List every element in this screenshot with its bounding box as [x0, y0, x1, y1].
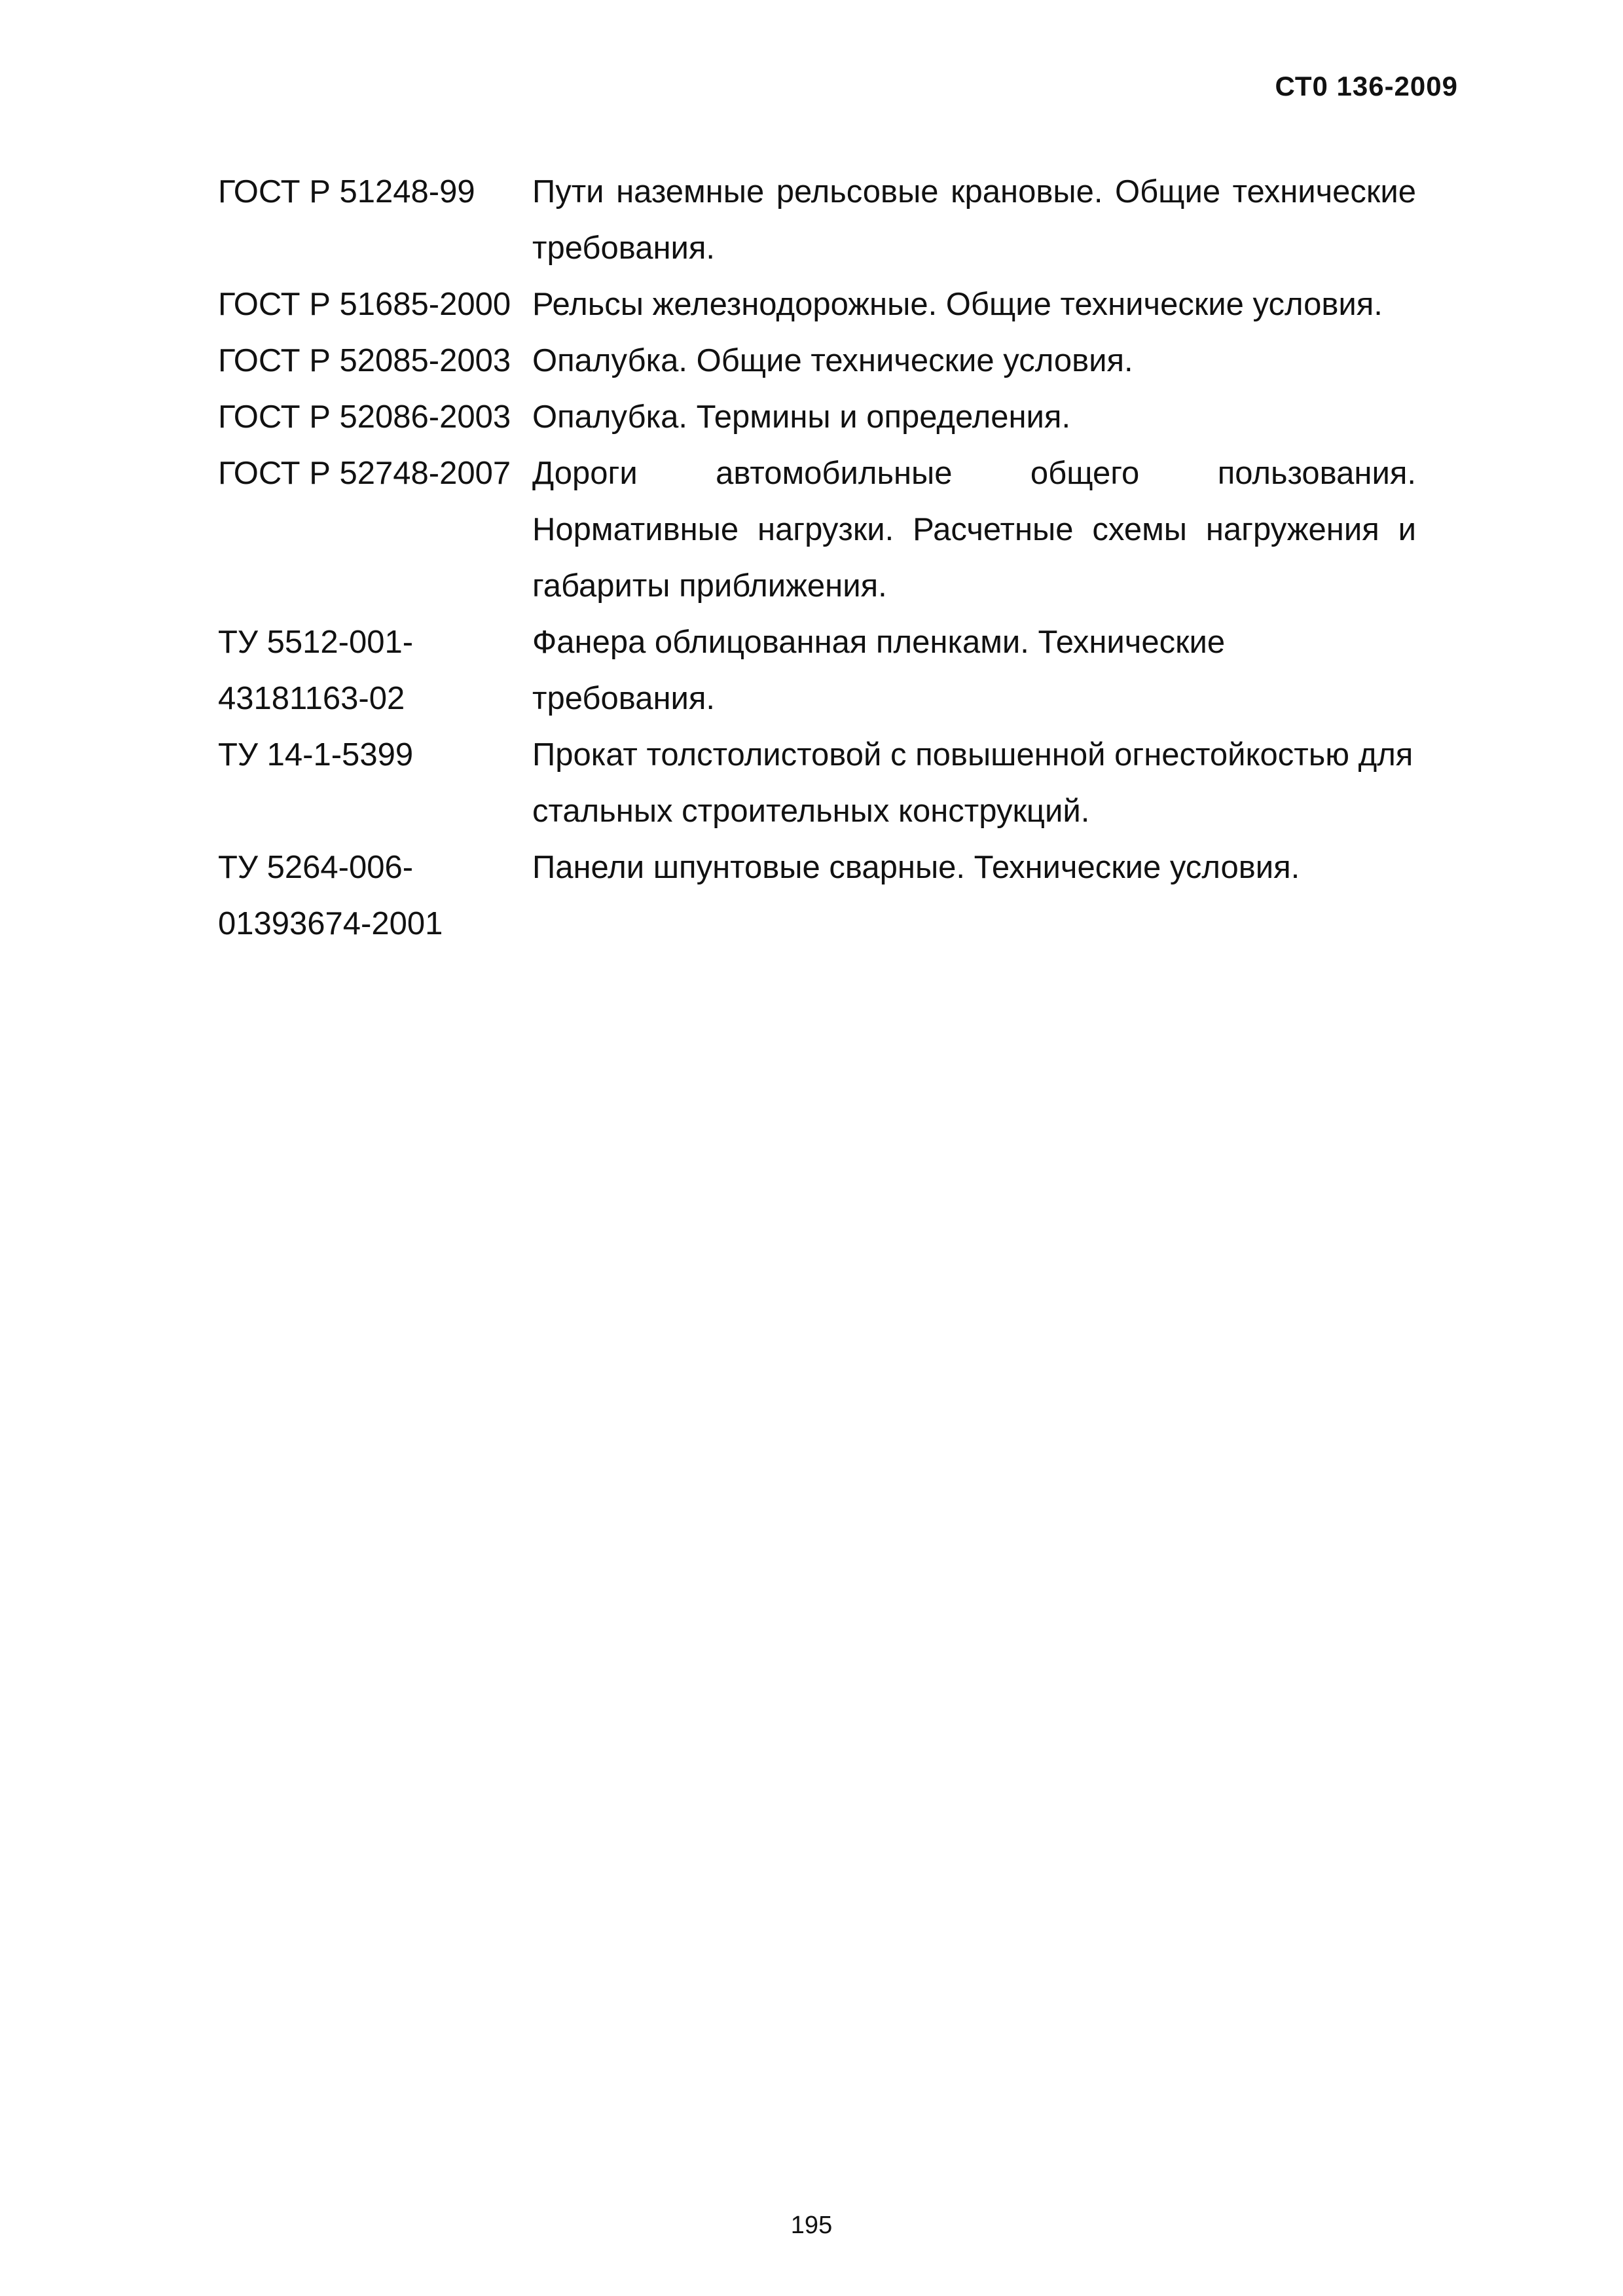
reference-title: Опалубка. Общие технические условия. [532, 343, 1133, 378]
reference-title: Рельсы железнодорожные. Общие технические условия. [532, 287, 1383, 322]
reference-title: Прокат толстолистовой с повышенной огнестойкостью для стальных строительных конструкций. [532, 737, 1413, 829]
reference-code: ГОСТ Р 52086-2003 [218, 399, 511, 435]
reference-row [218, 839, 1429, 952]
reference-row [218, 276, 1429, 333]
reference-code: ГОСТ Р 51248-99 [218, 174, 475, 210]
reference-row [218, 389, 1429, 445]
reference-row [218, 727, 1429, 839]
reference-code: ТУ 5264-006- 01393674-2001 [218, 850, 443, 941]
reference-row [218, 445, 1429, 614]
reference-list [218, 164, 1429, 952]
reference-code: ТУ 14-1-5399 [218, 737, 414, 773]
reference-title: Панели шпунтовые сварные. Технические условия. [532, 850, 1300, 885]
reference-row [218, 614, 1429, 727]
reference-title: Опалубка. Термины и определения. [532, 399, 1071, 435]
reference-code: ГОСТ Р 52085-2003 [218, 343, 511, 378]
reference-title: Фанера облицованная пленками. Технические требования. [532, 625, 1226, 716]
page-number: 195 [790, 2212, 833, 2239]
reference-title: Пути наземные рельсовые крановые. Общие технические требования. [532, 174, 1416, 266]
reference-code: ГОСТ Р 51685-2000 [218, 287, 511, 322]
reference-code: ТУ 5512-001- 43181163-02 [218, 625, 414, 716]
reference-code: ГОСТ Р 52748-2007 [218, 456, 511, 491]
reference-row [218, 333, 1429, 389]
reference-title: Дороги автомобильные общего пользования. Нормативные нагрузки. Расчетные схемы нагружения и габариты приближения. [532, 456, 1416, 604]
reference-row [218, 164, 1429, 276]
document-code: СТ0 136-2009 [1275, 71, 1458, 101]
